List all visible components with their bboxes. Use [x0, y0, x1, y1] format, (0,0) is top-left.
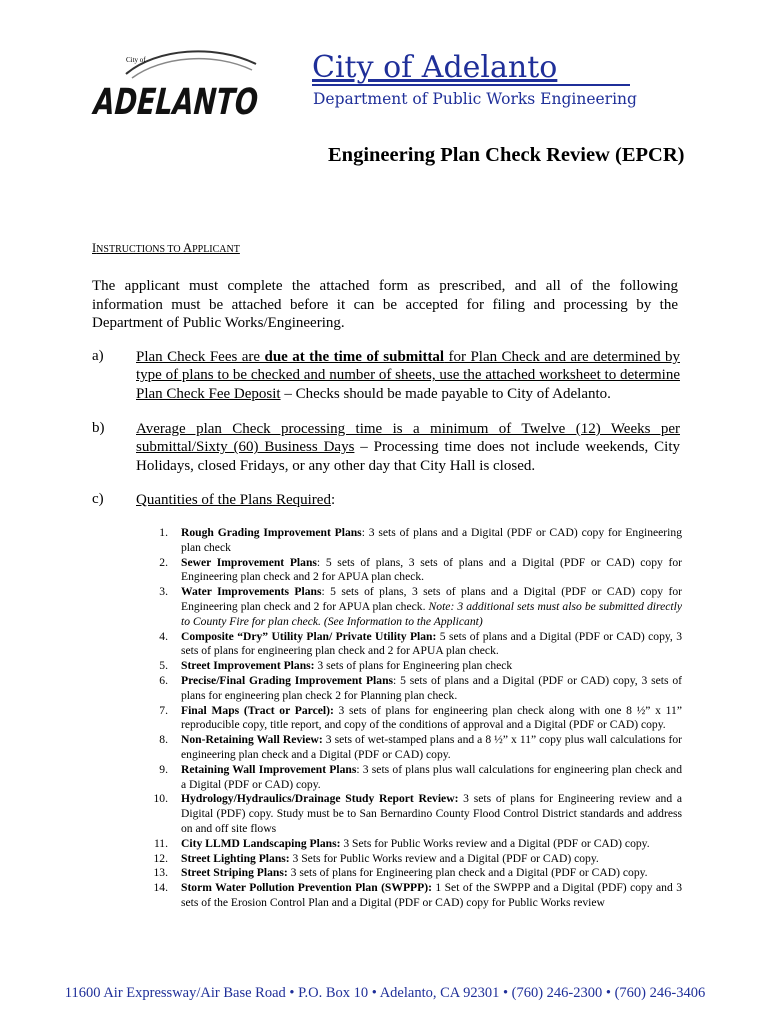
list-item: 5. Street Improvement Plans: 3 sets of plans for Engineering plan check — [159, 659, 513, 673]
list-item: 10. Hydrology/Hydraulics/Drainage Study Report Review: 3 sets of plans for Engineering review and a Digital (PDF) copy. Study must be to San Bernardino County Flood Control District standards and address on and off site flows — [153, 792, 682, 835]
item-label: c) — [92, 491, 104, 507]
list-item: 8. Non-Retaining Wall Review: 3 sets of wet-stamped plans and a 8 ½” x 11” copy plus wall calculations for engineering plan check and a Digital (PDF or CAD) copy. — [159, 733, 682, 761]
item-a-text: Plan Check Fees are due at the time of submittal for Plan Check and are determined by type of plans to be checked and number of sheets, use the attached worksheet to determine Plan Check Fee Deposit – Checks should be made payable to City of Adelanto. — [136, 349, 680, 402]
list-item: 3. Water Improvements Plans: 5 sets of plans, 3 sets of plans and a Digital (PDF or CAD) copy for Engineering plan check and 2 for APUA plan check. Note: 3 additional sets must also be submitted directly to County Fire for plan check. (See Information to the Applicant) — [159, 585, 682, 628]
list-item: 11. City LLMD Landscaping Plans: 3 Sets for Public Works review and a Digital (PDF or CAD) copy. — [153, 836, 650, 850]
logo-small-text: City of — [126, 56, 146, 64]
footer-address: 11600 Air Expressway/Air Base Road • P.O. Box 10 • Adelanto, CA 92301 • (760) 246-2300 • (760) 246-3406 — [64, 985, 706, 1001]
city-logo — [92, 44, 314, 134]
title-rule — [312, 84, 630, 86]
list-item: 4. Composite “Dry” Utility Plan/ Private Utility Plan: 5 sets of plans and a Digital (PDF or CAD) copy, 3 sets of plans for engineering plan check and 2 for APUA plan check. — [159, 629, 682, 658]
document-title: Engineering Plan Check Review (EPCR) — [328, 144, 685, 166]
list-item: 9. Retaining Wall Improvement Plans: 3 sets of plans plus wall calculations for engineering plan check and a Digital (PDF or CAD) copy. — [159, 762, 682, 791]
item-b-text: Average plan Check processing time is a minimum of Twelve (12) Weeks per submittal/Sixty (60) Business Days – Processing time does not include weekends, City Holidays, closed Fridays, or any other day that City Hall is closed. — [136, 421, 680, 474]
list-item: 7. Final Maps (Tract or Parcel): 3 sets of plans for engineering plan check along with one 8 ½” x 11” reproducible copy, title report, and copy of the conditions of approval and a Digital (PDF or CAD) copy. — [159, 703, 682, 732]
plans-list — [136, 526, 682, 911]
item-c-text: Quantities of the Plans Required: — [136, 492, 336, 508]
item-label: a) — [92, 348, 104, 364]
list-item: 6. Precise/Final Grading Improvement Plans: 5 sets of plans and a Digital (PDF or CAD) copy, 3 sets of plans for engineering plan check 2 for Planning plan check. — [159, 673, 682, 702]
department-name: Department of Public Works Engineering — [313, 90, 637, 108]
instructions-heading: INSTRUCTIONS TO APPLICANT — [92, 241, 240, 255]
item-label: b) — [92, 420, 105, 436]
list-item: 14. Storm Water Pollution Prevention Plan (SWPPP): 1 Set of the SWPPP and a Digital (PDF) copy and 3 sets of the Erosion Control Plan and a Digital (PDF or CAD) copy for Public Works review — [153, 881, 683, 909]
intro-paragraph: The applicant must complete the attached form as prescribed, and all of the following information must be attached before it can be accepted for filing and processing by the Department of Public Works/Engineering. — [92, 278, 678, 331]
list-item: 1. Rough Grading Improvement Plans: 3 sets of plans and a Digital (PDF or CAD) copy for Engineering plan check — [159, 526, 682, 554]
logo-text: ADELANTO — [92, 82, 314, 123]
list-item: 2. Sewer Improvement Plans: 5 sets of plans, 3 sets of plans and a Digital (PDF or CAD) copy for Engineering plan check and 2 for APUA plan check. — [159, 555, 682, 584]
list-item: 12. Street Lighting Plans: 3 Sets for Public Works review and a Digital (PDF or CAD) copy. — [153, 851, 599, 865]
list-item: 13. Street Striping Plans: 3 sets of plans for Engineering plan check and a Digital (PDF or CAD) copy. — [153, 866, 648, 880]
city-title: City of Adelanto — [312, 50, 558, 85]
